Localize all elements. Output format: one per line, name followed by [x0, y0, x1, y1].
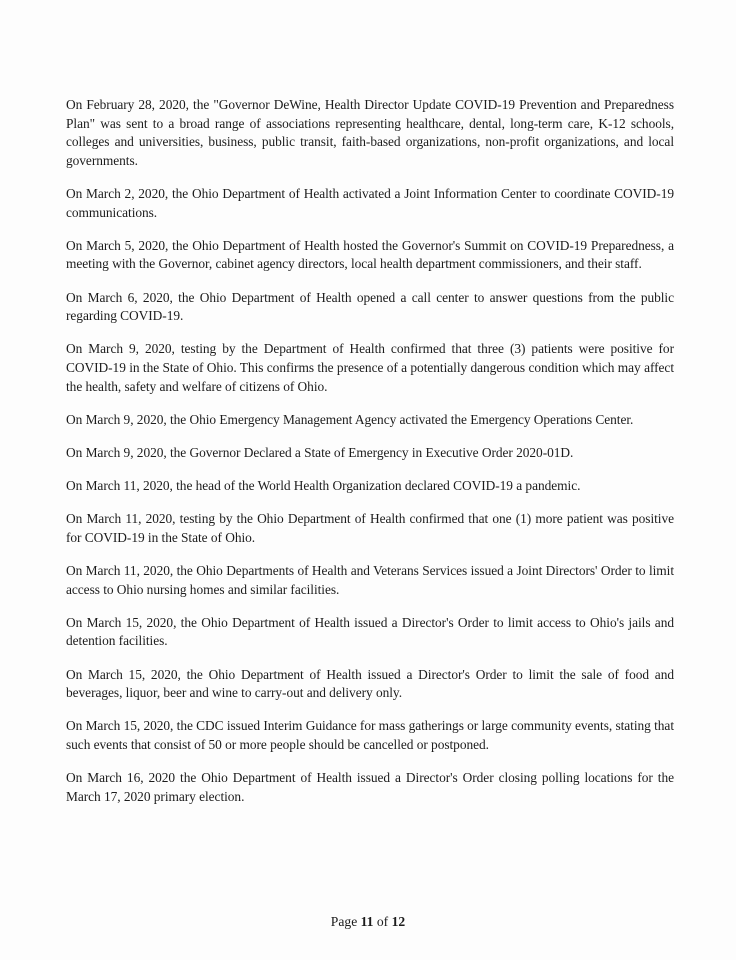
paragraph-food-beverage-order: On March 15, 2020, the Ohio Department of Health issued a Director's Order to limit the sale of food and beverages, liquor, beer and wine to carry-out and delivery only.: [66, 666, 674, 701]
paragraph-who-pandemic: On March 11, 2020, the head of the World Health Organization declared COVID-19 a pandemic.: [66, 478, 581, 494]
page-footer: [0, 914, 736, 930]
document-body: [66, 96, 674, 821]
page-separator: of: [373, 914, 392, 929]
paragraph-governors-summit: On March 5, 2020, the Ohio Department of Health hosted the Governor's Summit on COVID-19 Preparedness, a meeting with the Governor, cabinet agency directors, local health department commissioners, and their staff.: [66, 237, 674, 272]
paragraph-cdc-guidance: On March 15, 2020, the CDC issued Interim Guidance for mass gatherings or large community events, stating that such events that consist of 50 or more people should be cancelled or postponed.: [66, 718, 674, 752]
paragraph-polling-locations: On March 16, 2020 the Ohio Department of Health issued a Director's Order closing polling locations for the March 17, 2020 primary election.: [66, 770, 674, 804]
paragraph-emergency-operations-center: On March 9, 2020, the Ohio Emergency Management Agency activated the Emergency Operations Center.: [66, 411, 634, 427]
paragraph-prevention-plan: On February 28, 2020, the "Governor DeWine, Health Director Update COVID-19 Prevention and Preparedness Plan" was sent to a broad range of associations representing healthcare, dental, long-term care, K-12 schools, colleges and universities, business, public transit, faith-based organizations, non-profit organizations, and local governments.: [66, 97, 674, 168]
current-page-number: 11: [360, 914, 374, 929]
total-pages-number: 12: [391, 914, 406, 929]
page-label: Page: [330, 914, 361, 929]
paragraph-jails-order: On March 15, 2020, the Ohio Department of Health issued a Director's Order to limit access to Ohio's jails and detention facilities.: [66, 614, 674, 649]
paragraph-joint-information-center: On March 2, 2020, the Ohio Department of Health activated a Joint Information Center to coordinate COVID-19 communications.: [66, 185, 674, 220]
paragraph-state-of-emergency: On March 9, 2020, the Governor Declared a State of Emergency in Executive Order 2020-01D.: [66, 444, 574, 460]
paragraph-nursing-homes-order: On March 11, 2020, the Ohio Departments of Health and Veterans Services issued a Joint Directors' Order to limit access to Ohio nursing homes and similar facilities.: [66, 563, 674, 597]
paragraph-three-patients-positive: On March 9, 2020, testing by the Department of Health confirmed that three (3) patients were positive for COVID-19 in the State of Ohio. This confirms the presence of a potentially dangerous condition which may affect the health, safety and welfare of citizens of Ohio.: [66, 341, 674, 394]
paragraph-one-more-patient: On March 11, 2020, testing by the Ohio Department of Health confirmed that one (1) more patient was positive for COVID-19 in the State of Ohio.: [66, 511, 674, 545]
paragraph-call-center: On March 6, 2020, the Ohio Department of Health opened a call center to answer questions from the public regarding COVID-19.: [66, 289, 674, 324]
